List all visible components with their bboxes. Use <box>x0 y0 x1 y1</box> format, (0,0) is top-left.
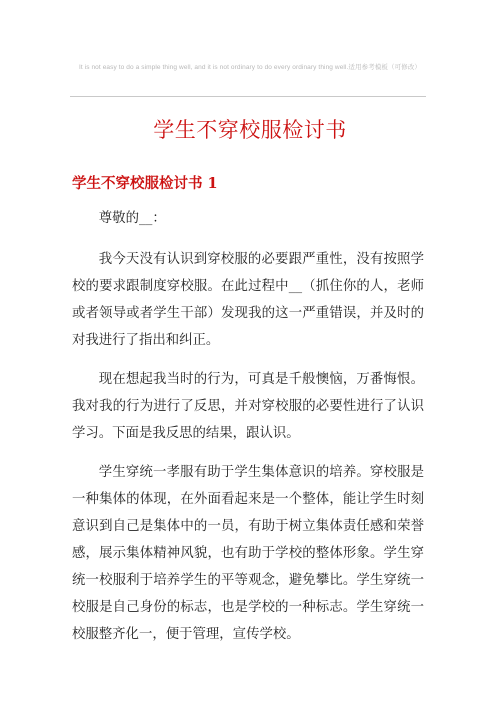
document-title: 学生不穿校服检讨书 <box>153 118 347 142</box>
paragraph-1: 我今天没有认识到穿校服的必要跟严重性，没有按照学校的要求跟制度穿校服。在此过程中__（抓住你的人，老师或者领导或者学生干部）发现我的这一严重错误，并及时的对我进行了指出和纠正。 <box>72 252 424 348</box>
header-divider <box>70 96 426 97</box>
paragraph-3: 学生穿统一孝服有助于学生集体意识的培养。穿校服是一种集体的体现，在外面看起来是一个整体，能让学生时刻意识到自己是集体中的一员，有助于树立集体责任感和荣誉感，展示集体精神风貌，也有助于学校的整体形象。学生穿统一校服利于培养学生的平等观念，避免攀比。学生穿统一校服是自己身份的标志，也是学校的一种标志。学生穿统一校服整齐化一，便于管理，宣传学校。 <box>72 465 424 642</box>
header-note: It is not easy to do a simple thing well, and it is not ordinary to do every ordinary thing well.适用参考模板（可修改） <box>78 64 422 71</box>
document-body <box>72 205 424 660</box>
paragraph-2: 现在想起我当时的行为，可真是千般懊恼，万番悔恨。我对我的行为进行了反思，并对穿校服的必要性进行了认识学习。下面是我反思的结果，跟认识。 <box>72 372 424 441</box>
section-title: 学生不穿校服检讨书 1 <box>72 175 218 192</box>
salutation: 尊敬的__： <box>98 211 166 226</box>
